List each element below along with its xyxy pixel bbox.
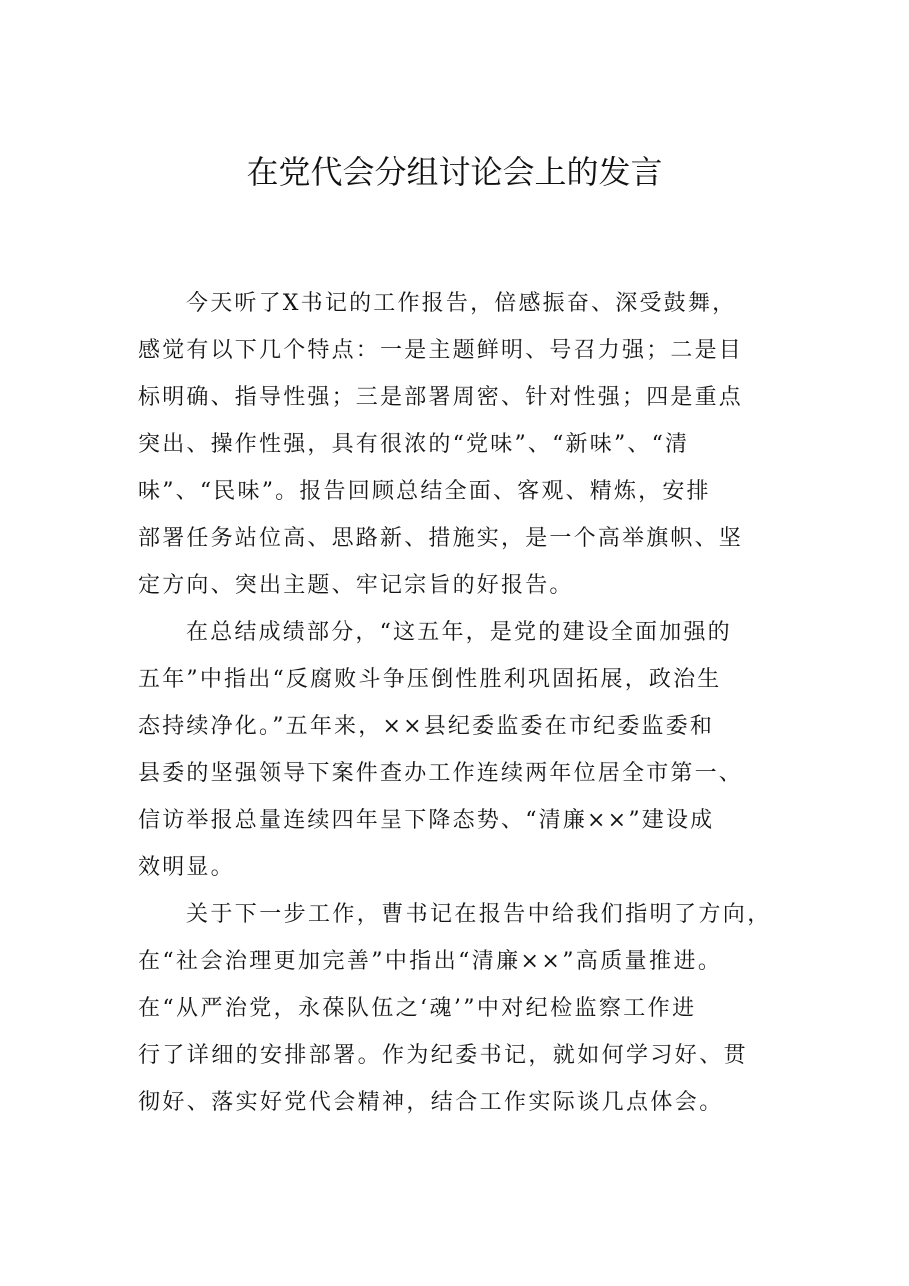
text-line: 味”、“民味”。报告回顾总结全面、客观、精炼，安排: [138, 479, 711, 504]
text-line: 彻好、落实好党代会精神，结合工作实际谈几点体会。: [138, 1090, 724, 1115]
text-line: 效明显。: [138, 855, 235, 880]
text-line: 县委的坚强领导下案件查办工作连续两年位居全市第一、: [138, 761, 744, 786]
text-line: 部署任务站位高、思路新、措施实，是一个高举旗帜、坚: [138, 526, 744, 551]
document-body: [138, 280, 778, 1126]
text-line: 在“社会治理更加完善”中指出“清廉××”高质量推进。: [138, 949, 723, 974]
text-line: 态持续净化。”五年来，××县纪委监委在市纪委监委和: [138, 714, 715, 739]
text-line: 信访举报总量连续四年呈下降态势、“清廉××”建设成: [138, 808, 715, 833]
paragraph-1: [138, 280, 778, 609]
text-line: 在总结成绩部分，“这五年，是党的建设全面加强的: [186, 620, 732, 645]
text-line: 五年”中指出“反腐败斗争压倒性胜利巩固拓展，政治生: [138, 667, 722, 692]
text-line: 关于下一步工作，曹书记在报告中给我们指明了方向，: [186, 902, 772, 927]
text-line: 定方向、突出主题、牢记宗旨的好报告。: [138, 573, 574, 598]
text-line: 突出、操作性强，具有很浓的“党味”、“新味”、“清: [138, 432, 690, 457]
text-line: 今天听了X书记的工作报告，倍感振奋、深受鼓舞，: [186, 291, 737, 316]
text-line: 行了详细的安排部署。作为纪委书记，就如何学习好、贯: [138, 1043, 749, 1068]
text-line: 在“从严治党，永葆队伍之‘魂’”中对纪检监察工作进: [138, 996, 697, 1021]
document-title: 在党代会分组讨论会上的发言: [246, 153, 663, 191]
text-line: 感觉有以下几个特点：一是主题鲜明、号召力强；二是目: [138, 338, 744, 363]
paragraph-2: [138, 609, 778, 891]
text-line: 标明确、指导性强；三是部署周密、针对性强；四是重点: [138, 385, 744, 410]
paragraph-3: [138, 891, 778, 1126]
